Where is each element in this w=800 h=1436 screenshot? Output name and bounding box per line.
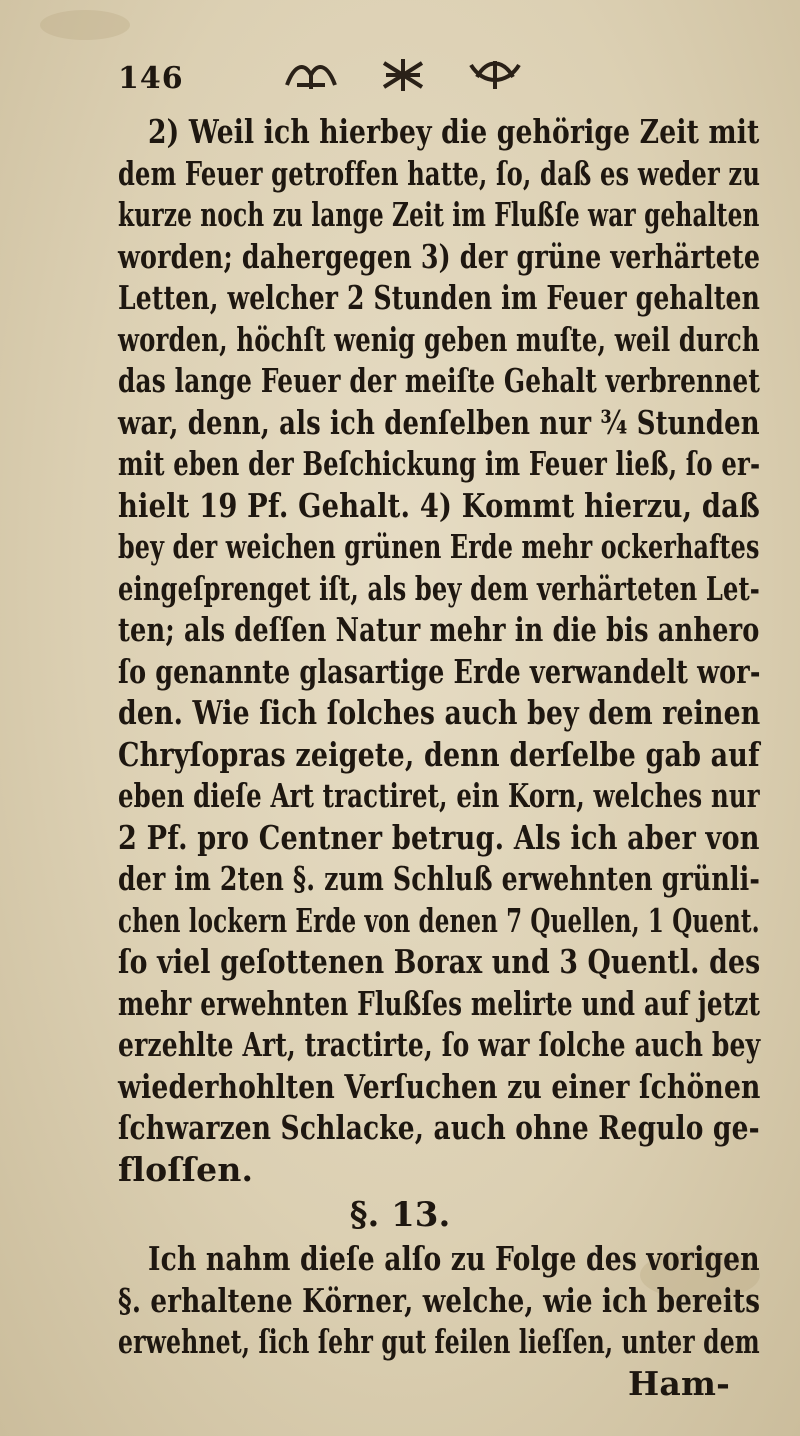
page-number: 146 [118, 61, 184, 96]
text-line: eben dieſe Art tractiret, ein Korn, welches nur [118, 776, 760, 815]
text-line: ſo genannte glasartige Erde verwandelt wor- [118, 651, 761, 691]
text-line: hielt 19 Pf. Gehalt. 4) Kommt hierzu, daß [118, 485, 760, 525]
page-header [0, 55, 800, 115]
fleuron-icon [283, 55, 339, 95]
text-line: dem Feuer getroffen hatte, ſo, daß es weder zu [118, 153, 761, 193]
paper-stain [40, 10, 130, 40]
text-line: ſchwarzen Schlacke, auch ohne Regulo ge- [118, 1108, 760, 1147]
fleuron-icon [467, 55, 523, 95]
text-line: ten; als deſſen Natur mehr in die bis anhero [118, 610, 760, 649]
text-line: ſo viel geſottenen Borax und 3 Quentl. des [118, 942, 761, 981]
text-line: kurze noch zu lange Zeit im Flußſe war gehalten [118, 195, 760, 234]
text-line: Chryſopras zeigete, denn derſelbe gab auf [118, 734, 760, 774]
text-line: eingeſprenget iſt, als bey dem verhärteten Let- [118, 568, 760, 608]
text-line: der im 2ten §. zum Schluß erwehnten grünli- [118, 859, 760, 898]
text-line: floſſen. [118, 1149, 254, 1189]
text-line: erzehlte Art, tractirte, ſo war ſolche auch bey [118, 1025, 761, 1064]
text-line: 2 Pf. pro Centner betrug. Als ich aber von [118, 817, 760, 857]
text-line: wiederhohlten Verſuchen zu einer ſchönen [118, 1066, 761, 1106]
text-line: den. Wie ſich ſolches auch bey dem reinen [118, 693, 761, 732]
section-heading: §. 13. [349, 1195, 451, 1235]
text-line: chen lockern Erde von denen 7 Quellen, 1 Quent. [118, 900, 760, 940]
catchword: Ham- [628, 1363, 730, 1403]
text-line: §. erhaltene Körner, welche, wie ich bereits [118, 1280, 761, 1320]
text-line: erwehnet, ſich ſehr gut feilen lieſſen, unter dem [118, 1322, 760, 1361]
text-line: bey der weichen grünen Erde mehr ockerhaftes [118, 527, 760, 566]
fleuron-icon [378, 55, 428, 95]
text-line: das lange Feuer der meiſte Gehalt verbrennet [118, 361, 760, 400]
text-line: worden; dahergegen 3) der grüne verhärtete [118, 236, 761, 276]
text-line: worden, höchſt wenig geben muſte, weil durch [118, 319, 760, 359]
text-line: mit eben der Beſchickung im Feuer ließ, ſo er- [118, 444, 761, 483]
text-line: 2) Weil ich hierbey die gehörige Zeit mit [148, 112, 760, 151]
text-line: Letten, welcher 2 Stunden im Feuer gehalten [118, 278, 761, 317]
text-line: mehr erwehnten Flußſes melirte und auf jetzt [118, 983, 761, 1023]
text-line: war, denn, als ich denſelben nur ¾ Stunden [118, 402, 760, 442]
text-line: Ich nahm dieſe alſo zu Folge des vorigen [148, 1239, 760, 1278]
